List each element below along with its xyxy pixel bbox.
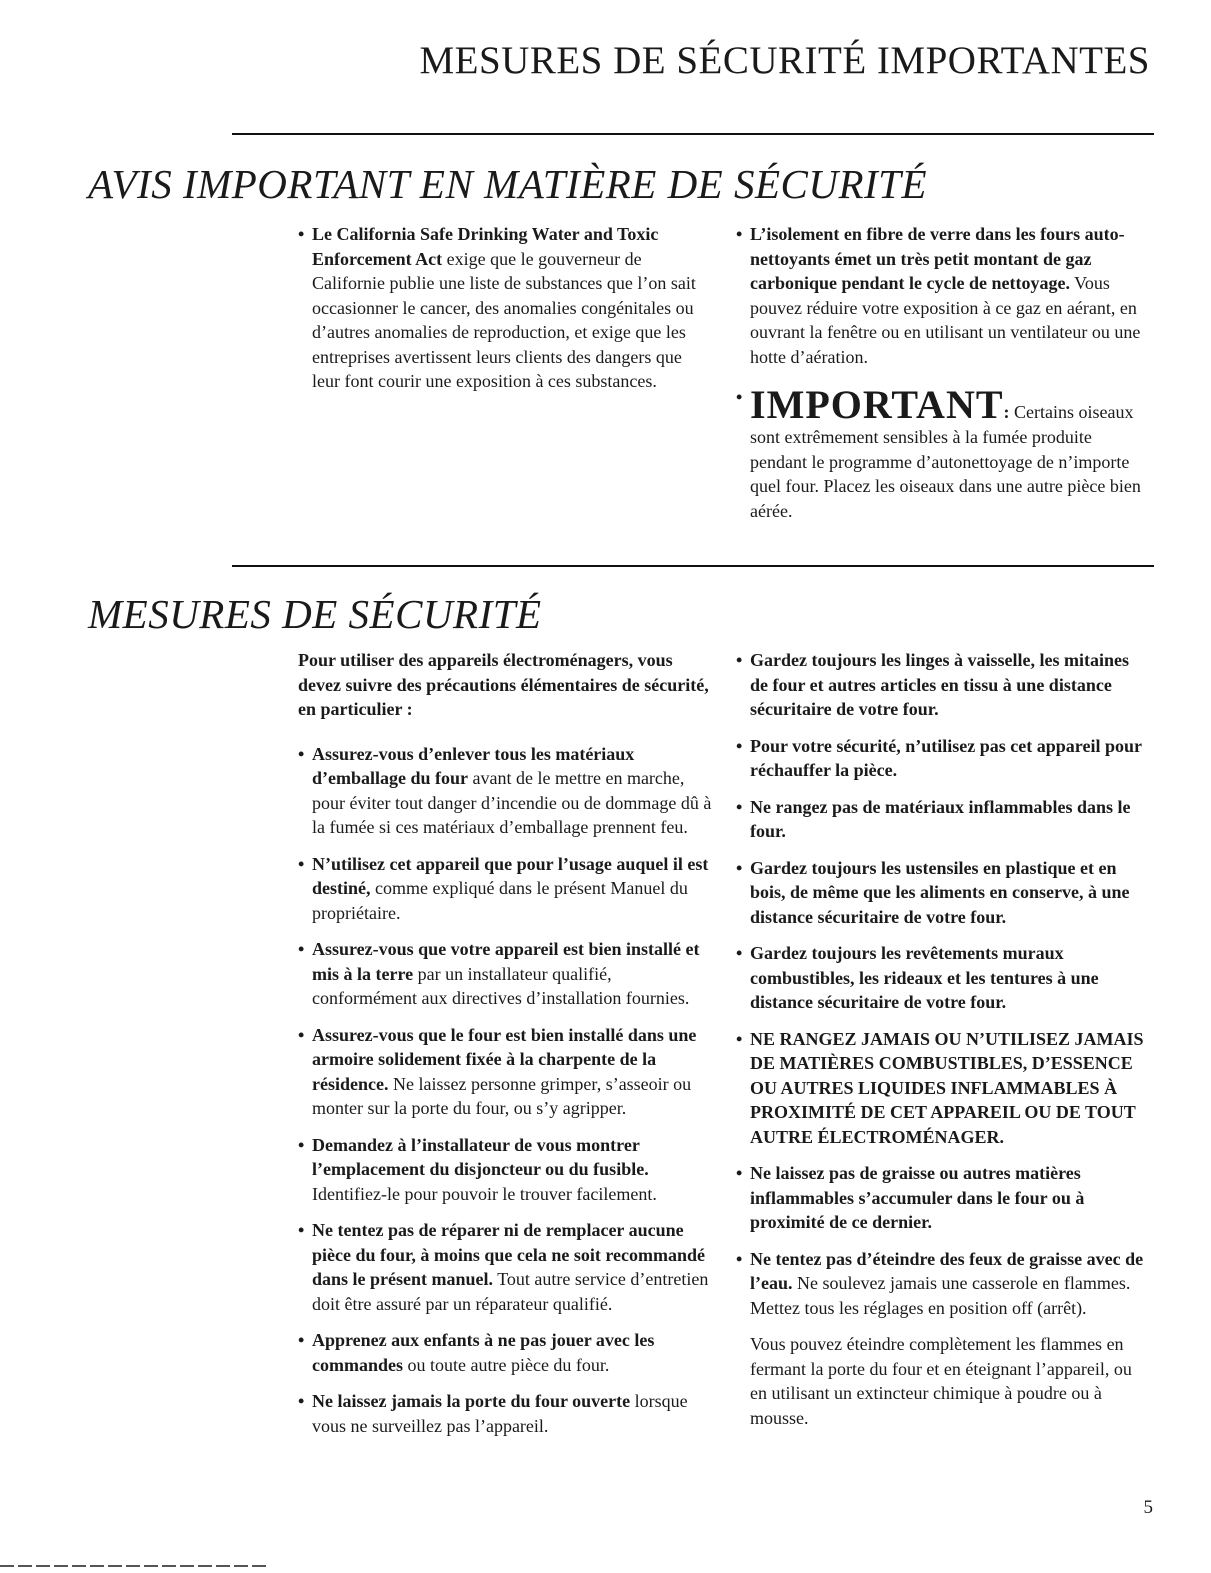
safety-bullet xyxy=(298,852,716,926)
notice-bullet-fiberglass xyxy=(736,222,1148,369)
page-number: 5 xyxy=(1143,1497,1153,1518)
bullet-text: avant de le mettre en marche, pour éviter tout danger d’incendie ou de dommage dû à la fumée si ces matériaux d’emballage prennent feu. xyxy=(312,768,712,837)
notice-heading: AVIS IMPORTANT EN MATIÈRE DE SÉCURITÉ xyxy=(88,161,928,207)
bullet-bold-text: Le California Safe Drinking Water and Toxic Enforcement Act xyxy=(312,224,659,269)
bullet-bold-text: Assurez-vous que le four est bien installé dans une armoire solidement fixée à la charpente de la résidence. xyxy=(312,1024,697,1094)
bullet-bold-text: Gardez toujours les linges à vaisselle, les mitaines de four et autres articles en tissu à une distance sécuritaire de votre four. xyxy=(750,650,1129,719)
safety-bullet xyxy=(736,795,1148,844)
safety-right-column xyxy=(736,648,1148,1442)
notice-right-column xyxy=(736,222,1148,535)
bullet-bold-text: Ne laissez jamais la porte du four ouverte xyxy=(312,1391,631,1411)
safety-heading: MESURES DE SÉCURITÉ xyxy=(88,591,542,637)
bullet-bold-text: Ne rangez pas de matériaux inflammables dans le four. xyxy=(750,796,1131,841)
important-word: IMPORTANT xyxy=(750,382,1004,427)
safety-bullet xyxy=(298,742,716,840)
safety-bullet xyxy=(736,856,1148,930)
safety-bullet xyxy=(298,937,716,1011)
bullet-bold-text: Ne tentez pas de réparer ni de remplacer aucune pièce du four, à moins que cela ne soit recommandé dans le présent manuel. xyxy=(312,1220,705,1289)
bullet-bold-text: Gardez toujours les ustensiles en plastique et en bois, de même que les aliments en conserve, à une distance sécuritaire de votre four. xyxy=(750,857,1130,927)
safety-bullet xyxy=(736,941,1148,1015)
safety-bullet xyxy=(298,1389,716,1438)
safety-bullet xyxy=(298,1218,716,1316)
bullet-text: Identifiez-le pour pouvoir le trouver facilement. xyxy=(312,1183,657,1204)
scan-edge-marks xyxy=(0,1565,270,1567)
safety-bullet xyxy=(298,1023,716,1121)
bullet-text: lorsque vous ne surveillez pas l’appareil. xyxy=(312,1391,688,1436)
important-colon: : xyxy=(1003,402,1010,422)
safety-left-column xyxy=(298,648,716,1450)
safety-intro: Pour utiliser des appareils électroménagers, vous devez suivre des précautions élémentaires de sécurité, en particulier : xyxy=(298,650,709,719)
safety-bullet xyxy=(736,734,1148,783)
bullet-bold-text: L’isolement en fibre de verre dans les fours auto-nettoyants émet un très petit montant de gaz carbonique pendant le cycle de nettoyage. xyxy=(750,224,1125,293)
bullet-text: Vous pouvez réduire votre exposition à ce gaz en aérant, en ouvrant la fenêtre ou en utilisant un ventilateur ou une hotte d’aération. xyxy=(750,273,1141,367)
notice-bullet-important xyxy=(736,382,1148,523)
page-title: MESURES DE SÉCURITÉ IMPORTANTES xyxy=(419,39,1150,82)
top-divider xyxy=(232,133,1154,135)
bullet-text: comme expliqué dans le présent Manuel du propriétaire. xyxy=(312,878,688,923)
bullet-bold-text: Demandez à l’installateur de vous montrer l’emplacement du disjoncteur ou du fusible. xyxy=(312,1134,649,1179)
bullet-text: Ne laissez personne grimper, s’asseoir ou monter sur la porte du four, ou s’y agripper. xyxy=(312,1073,692,1118)
middle-divider xyxy=(232,565,1154,567)
safety-bullet xyxy=(298,1133,716,1207)
bullet-bold-text: NE RANGEZ JAMAIS OU N’UTILISEZ JAMAIS DE MATIÈRES COMBUSTIBLES, D’ESSENCE OU AUTRES LIQUIDES INFLAMMABLES À PROXIMITÉ DE CET APPAREIL OU DE TOUT AUTRE ÉLECTROMÉNAGER. xyxy=(750,1028,1144,1147)
safety-bullet xyxy=(736,1027,1148,1150)
bullet-text: ou toute autre pièce du four. xyxy=(403,1354,610,1375)
safety-bullet xyxy=(736,1161,1148,1235)
bullet-bold-text: Pour votre sécurité, n’utilisez pas cet appareil pour réchauffer la pièce. xyxy=(750,735,1142,780)
bullet-bold-text: Assurez-vous que votre appareil est bien installé et mis à la terre xyxy=(312,939,700,984)
bullet-bold-text: N’utilisez cet appareil que pour l’usage auquel il est destiné, xyxy=(312,853,709,898)
safety-bullet xyxy=(736,648,1148,722)
notice-bullet-california xyxy=(298,222,710,394)
important-text: Certains oiseaux sont extrêmement sensibles à la fumée produite pendant le programme d’autonettoyage de n’importe quel four. Placez les oiseaux dans une autre pièce bien aérée. xyxy=(750,402,1141,521)
bullet-text: par un installateur qualifié, conformément aux directives d’installation fournies. xyxy=(312,963,690,1008)
safety-bullet xyxy=(298,1328,716,1377)
safety-closing-paragraph: Vous pouvez éteindre complètement les flammes en fermant la porte du four et en éteignant l’appareil, ou en utilisant un extincteur chimique à poudre ou à mousse. xyxy=(750,1334,1132,1428)
bullet-text: exige que le gouverneur de Californie publie une liste de substances que l’on sait occasionner le cancer, des anomalies congénitales ou d’autres anomalies de reproduction, et exige que les entreprises avertissent leurs clients des dangers que leur font courir une exposition à ces substances. xyxy=(312,248,696,391)
bullet-text: Ne soulevez jamais une casserole en flammes. Mettez tous les réglages en position off (arrêt). xyxy=(750,1273,1131,1318)
bullet-bold-text: Gardez toujours les revêtements muraux combustibles, les rideaux et les tentures à une distance sécuritaire de votre four. xyxy=(750,943,1099,1012)
bullet-bold-text: Ne tentez pas d’éteindre des feux de graisse avec de l’eau. xyxy=(750,1248,1144,1293)
bullet-text: Tout autre service d’entretien doit être assuré par un réparateur qualifié. xyxy=(312,1269,709,1314)
notice-left-column xyxy=(298,222,710,406)
bullet-bold-text: Apprenez aux enfants à ne pas jouer avec les commandes xyxy=(312,1330,655,1375)
bullet-bold-text: Ne laissez pas de graisse ou autres matières inflammables s’accumuler dans le four ou à proximité de ce dernier. xyxy=(750,1163,1085,1232)
safety-bullet xyxy=(736,1247,1148,1321)
bullet-bold-text: Assurez-vous d’enlever tous les matériaux d’emballage du four xyxy=(312,743,635,788)
